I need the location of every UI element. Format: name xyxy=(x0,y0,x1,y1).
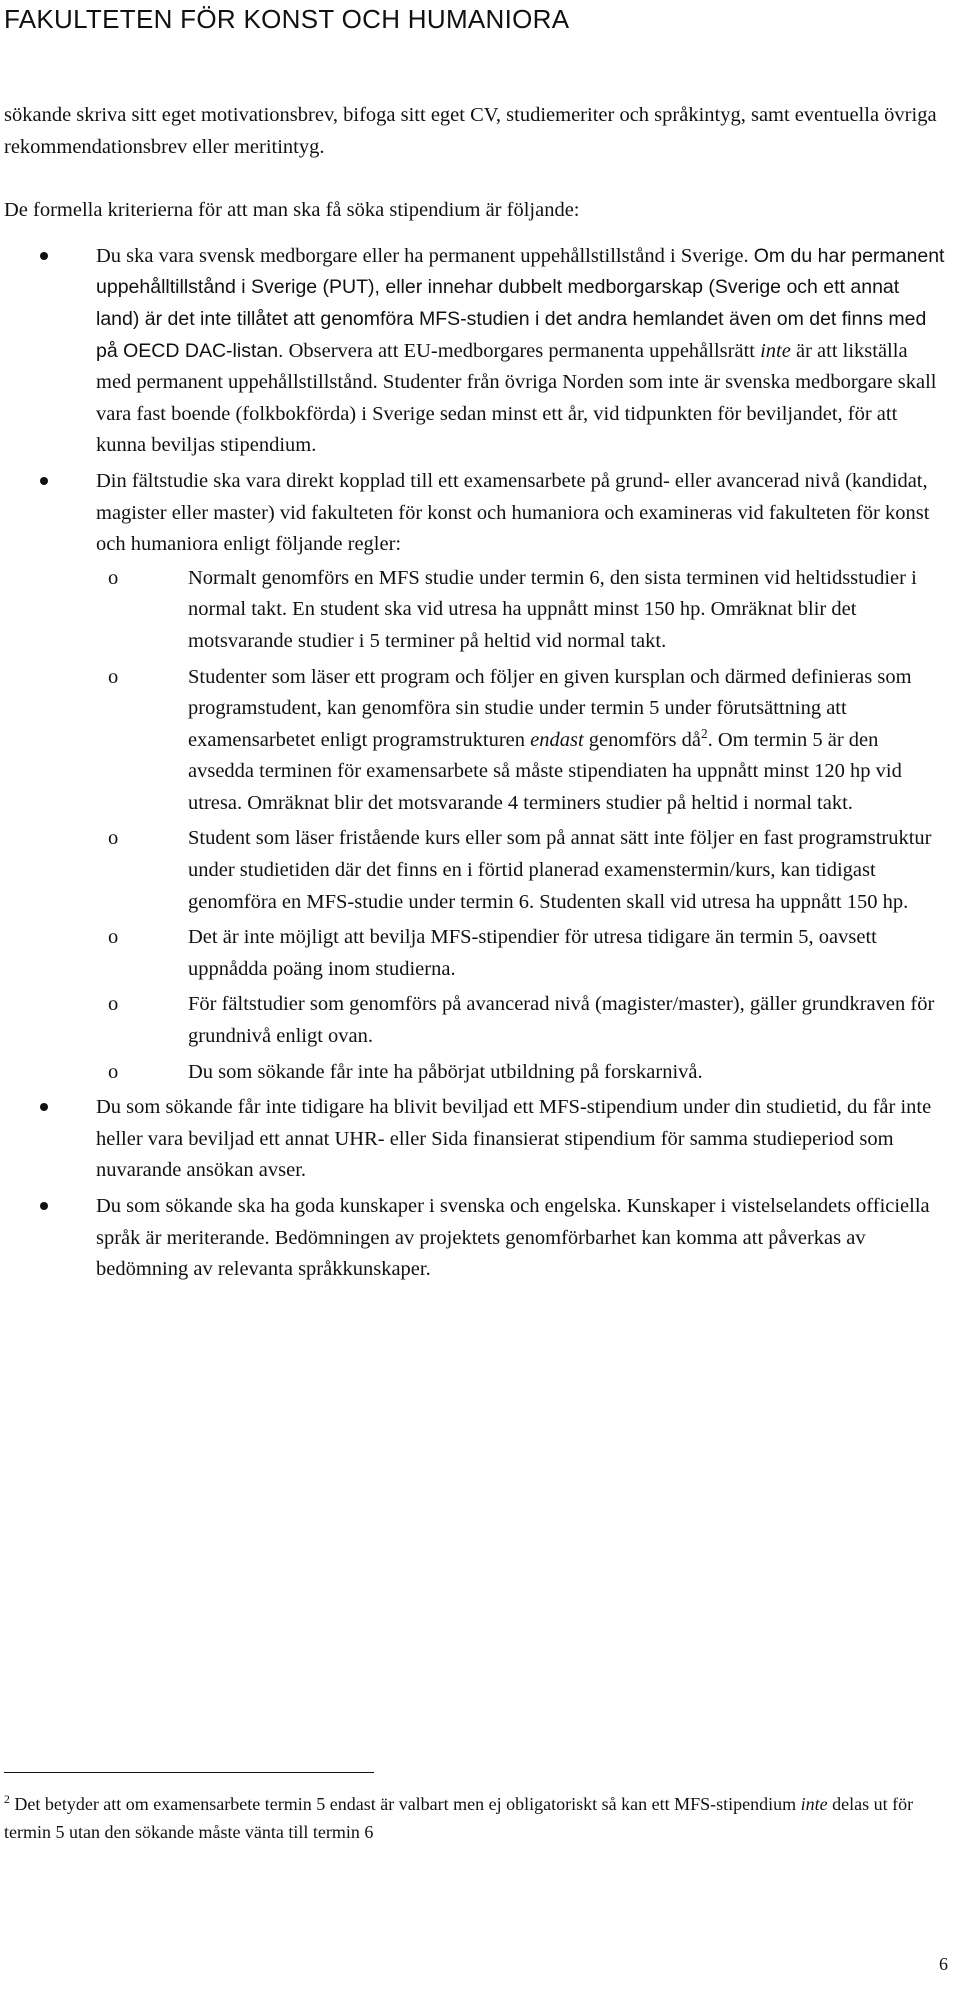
criteria-list xyxy=(4,241,946,1286)
emphasis-endast: endast xyxy=(530,728,584,751)
footnote-ref: 2 xyxy=(700,725,708,741)
rule-independent-course-text: Student som läser fristående kurs eller som på annat sätt inte följer en fast programstruktur under studietiden där det finns en i förtid planerad examenstermin/kurs, kan tidigast genomföra en MFS-studie under termin 6. Studenten skall vid utresa ha uppnått 150 hp. xyxy=(188,827,932,913)
rule-program-student-a: Studenter som läser ett program och följer en given kursplan och därmed definieras som programstudent, kan genomföra sin studie under termin 5 under förutsättning att examensarbetet enligt programstrukturen xyxy=(188,665,912,751)
language-requirement: Du som sökande ska ha goda kunskaper i svenska och engelska. Kunskaper i vistelselandets officiella språk är meriterande. Bedömningen av projektets genomförbarhet kan komma att påverkas av bedömning av relevanta språkkunskaper. xyxy=(96,1195,930,1281)
footnote-emphasis: inte xyxy=(800,1794,828,1814)
bullet-icon xyxy=(40,477,48,485)
rule-earliest-term-text: Det är inte möjligt att bevilja MFS-stipendier för utresa tidigare än termin 5, oavsett uppnådda poäng inom studierna. xyxy=(188,926,877,980)
document-body xyxy=(4,100,946,1290)
citizenship-requirement: Du ska vara svensk medborgare eller ha permanent uppehållstillstånd i Sverige. xyxy=(96,244,749,267)
sub-bullet-marker: o xyxy=(108,1060,119,1083)
field-study-rules xyxy=(96,563,946,1089)
rule-program-student xyxy=(4,662,946,820)
page-number: 6 xyxy=(939,1954,948,1974)
intro-paragraph: sökande skriva sitt eget motivationsbrev, bifoga sitt eget CV, studiemeriter och språkintyg, samt eventuella övriga rekommendationsbrev eller meritintyg. xyxy=(4,104,937,158)
rule-term-6-text: Normalt genomförs en MFS studie under termin 6, den sista terminen vid heltidsstudier i normal takt. En student ska vid utresa ha uppnått minst 150 hp. Omräknat blir det motsvarande studier i 5 terminer på heltid vid normal takt. xyxy=(188,566,917,652)
criteria-lead: De formella kriterierna för att man ska få söka stipendium är följande: xyxy=(4,199,580,222)
sub-bullet-marker: o xyxy=(108,926,119,949)
rule-program-student-b: genomförs då xyxy=(583,728,701,751)
criteria-item-previous-grant xyxy=(4,1092,946,1187)
sub-bullet-marker: o xyxy=(108,993,119,1016)
sub-bullet-marker: o xyxy=(108,665,119,688)
page-header: FAKULTETEN FÖR KONST OCH HUMANIORA xyxy=(4,4,570,34)
rule-advanced-level xyxy=(4,989,946,1052)
footnote-text-b: delas ut för termin 5 utan den sökande måste vänta till termin 6 xyxy=(4,1794,914,1842)
rule-no-doctoral-text: Du som sökande får inte ha påbörjat utbildning på forskarnivå. xyxy=(188,1060,703,1083)
rule-earliest-term xyxy=(4,922,946,985)
rule-program-student-c: . Om termin 5 är den avsedda terminen för examensarbete så måste stipendiaten ha uppnått minst 120 hp vid utresa. Omräknat blir det motsvarande 4 terminers studier på heltid i normal takt. xyxy=(188,728,902,814)
rule-term-6 xyxy=(4,563,946,658)
eu-note-a: Observera att EU-medborgares permanenta uppehållsrätt xyxy=(283,339,761,362)
sub-bullet-marker: o xyxy=(108,566,119,589)
rule-advanced-level-text: För fältstudier som genomförs på avancerad nivå (magister/master), gäller grundkraven för grundnivå enligt ovan. xyxy=(188,993,935,1048)
emphasis-inte: inte xyxy=(760,339,791,362)
eu-note-b: är att likställa med permanent uppehållstillstånd. Studenter från övriga Norden som inte är svenska medborgare skall vara fast boende (folkbokförda) i Sverige sedan minst ett år, vid tidpunkten för beviljandet, för att kunna beviljas stipendium. xyxy=(96,339,937,457)
put-note: Om du har permanent uppehålltillstånd i Sverige (PUT), eller innehar dubbelt medborgarskap (Sverige och ett annat land) är det inte tillåtet att genomföra MFS-studien i det andra hemlandet även om det finns med på OECD DAC-listan. xyxy=(96,244,945,362)
footnote-number: 2 xyxy=(4,1793,10,1806)
field-study-requirement: Din fältstudie ska vara direkt kopplad till ett examensarbete på grund- eller avancerad nivå (kandidat, magister eller master) vid fakulteten för konst och humaniora och examineras vid fakulteten för konst och humaniora enligt följande regler: xyxy=(96,469,930,556)
bullet-icon xyxy=(40,252,48,260)
footnote-divider xyxy=(4,1772,374,1773)
criteria-item-citizenship xyxy=(4,241,946,462)
criteria-item-field-study xyxy=(4,466,946,1088)
rule-no-doctoral xyxy=(4,1057,946,1089)
bullet-icon xyxy=(40,1103,48,1111)
footnote-text-a: Det betyder att om examensarbete termin 5 endast är valbart men ej obligatoriskt så kan ett MFS-stipendium xyxy=(9,1794,801,1814)
rule-independent-course xyxy=(4,823,946,918)
sub-bullet-marker: o xyxy=(108,827,119,850)
previous-grant-requirement: Du som sökande får inte tidigare ha blivit beviljad ett MFS-stipendium under din studietid, du får inte heller vara beviljad ett annat UHR- eller Sida finansierat stipendium för samma studieperiod som nuvarande ansökan avser. xyxy=(96,1096,932,1182)
bullet-icon xyxy=(40,1202,48,1210)
criteria-item-language xyxy=(4,1191,946,1286)
footnote xyxy=(4,1790,946,1846)
